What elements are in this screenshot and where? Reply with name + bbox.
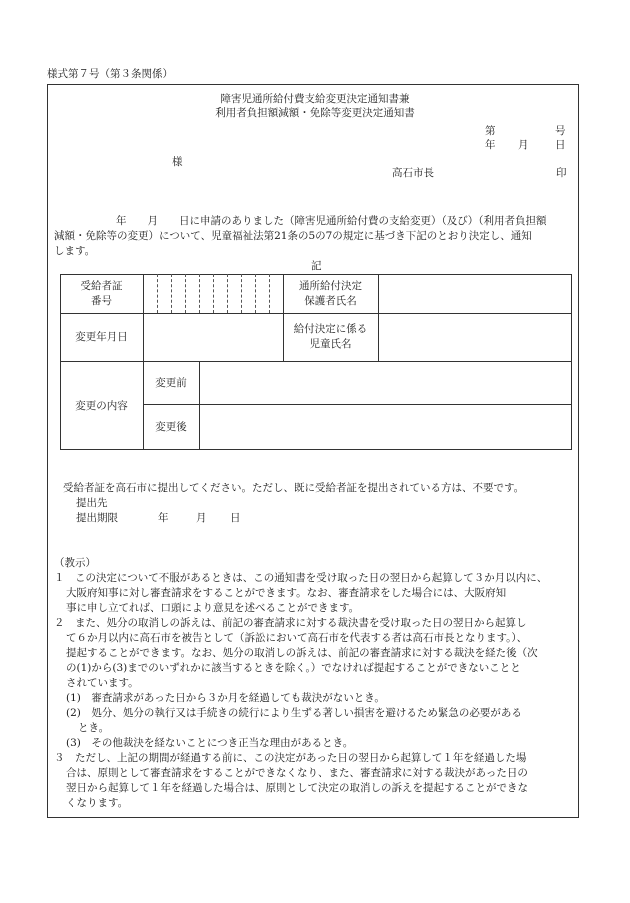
notice-line: (2) 処分、処分の執行又は手続きの続行により生ずる著しい損害を避けるため緊急の必要がある <box>66 707 522 719</box>
cert-number-label-line: 受給者証 <box>80 280 123 292</box>
guardian-name-label <box>283 279 378 309</box>
notice-line: 翌日から起算して１年を経過した場合は、原則として決定の取消しの訴えを提起することができな <box>66 782 528 794</box>
table-row-divider <box>60 313 572 314</box>
title-line-1: 障害児通所給付費支給変更決定通知書兼 <box>220 93 410 105</box>
body-line-2: 減額・免除等の変更）について、児童福祉法第21条の5の7の規定に基づき下記のとおり決定し、通知 <box>54 230 532 242</box>
number-label-go: 号 <box>555 125 566 137</box>
digit-box-divider <box>171 274 172 313</box>
notice-line: て６か月以内に高石市を被告として（訴訟において高石市を代表する者は高石市長となります。）、 <box>66 632 528 644</box>
notice-line: 提起することができます。なお、処分の取消しの訴えは、前記の審査請求に対する裁決を経た後（次 <box>66 647 538 659</box>
before-change-label: 変更前 <box>155 377 187 389</box>
notice-line: とき。 <box>78 722 110 734</box>
notice-line: ２ また、処分の取消しの訴えは、前記の審査請求に対する裁決書を受け取った日の翌日から起算し <box>54 617 527 629</box>
submission-deadline-year: 年 <box>158 512 169 524</box>
digit-box-divider <box>255 274 256 313</box>
child-name-label <box>283 322 378 352</box>
digit-box-divider <box>241 274 242 313</box>
cert-number-label <box>60 279 143 309</box>
submission-destination-label: 提出先 <box>76 497 108 509</box>
table-row-divider <box>143 404 572 405</box>
notice-heading: （教示） <box>54 557 96 569</box>
body-line-1: 年 月 日に申請のありました（障害児通所給付費の支給変更）（及び）（利用者負担額 <box>116 215 547 227</box>
addressee-suffix: 様 <box>172 156 183 168</box>
change-content-label: 変更の内容 <box>75 400 128 412</box>
digit-box-divider <box>199 274 200 313</box>
title-line-2: 利用者負担額減額・免除等変更決定通知書 <box>215 107 415 119</box>
notice-line: 事に申し立てれば、口頭により意見を述べることができます。 <box>66 602 360 614</box>
guardian-name-label-line: 保護者氏名 <box>304 295 357 307</box>
notice-line: (1) 審査請求があった日から３か月を経過しても裁決がないとき。 <box>66 692 385 704</box>
date-month: 月 <box>518 139 529 151</box>
submission-deadline-label: 提出期限 <box>76 512 118 524</box>
submission-line: 受給者証を高石市に提出してください。ただし、既に受給者証を提出されている方は、不要です。 <box>63 482 525 494</box>
digit-box-divider <box>227 274 228 313</box>
date-day: 日 <box>555 139 566 151</box>
child-name-label-line: 給付決定に係る <box>293 323 368 335</box>
notice-line: されています。 <box>66 677 139 689</box>
digit-box-divider <box>213 274 214 313</box>
digit-box-divider <box>269 274 270 313</box>
notice-line: 合は、原則として審査請求をすることができなくなり、また、審査請求に対する裁決があった日の <box>66 767 528 779</box>
notice-line: の(1)から(3)までのいずれかに該当するときを除く。）でなければ提起することができないことと <box>66 662 521 674</box>
notice-line: １ この決定について不服があるときは、この通知書を受け取った日の翌日から起算して３か月以内に、 <box>54 572 548 584</box>
table-col-divider <box>199 361 200 450</box>
notice-line: (3) その他裁決を経ないことにつき正当な理由があるとき。 <box>66 737 354 749</box>
ki-label: 記 <box>311 260 322 272</box>
table-col-divider <box>378 274 379 361</box>
submission-deadline-day: 日 <box>230 512 241 524</box>
notice-line: ３ ただし、上記の期間が経過する前に、この決定があった日の翌日から起算して１年を経過した場 <box>54 752 527 764</box>
submission-deadline-month: 月 <box>196 512 207 524</box>
after-change-label: 変更後 <box>155 421 187 433</box>
issuer: 高石市長 <box>392 167 434 179</box>
number-label-dai: 第 <box>485 125 496 137</box>
table-row-divider <box>60 361 572 362</box>
notice-line: くなります。 <box>66 797 129 809</box>
cert-number-label-line: 番号 <box>91 295 112 307</box>
date-year: 年 <box>485 139 496 151</box>
change-date-label: 変更年月日 <box>75 331 128 343</box>
guardian-name-label-line: 通所給付決定 <box>299 280 362 292</box>
seal-mark: 印 <box>556 167 567 179</box>
digit-box-divider <box>157 274 158 313</box>
notice-line: 大阪府知事に対し審査請求をすることができます。なお、審査請求をした場合には、大阪府知 <box>66 587 507 599</box>
child-name-label-line: 児童氏名 <box>309 338 352 350</box>
digit-box-divider <box>185 274 186 313</box>
form-number: 様式第７号（第３条関係） <box>47 68 173 80</box>
body-line-3: します。 <box>54 245 96 257</box>
